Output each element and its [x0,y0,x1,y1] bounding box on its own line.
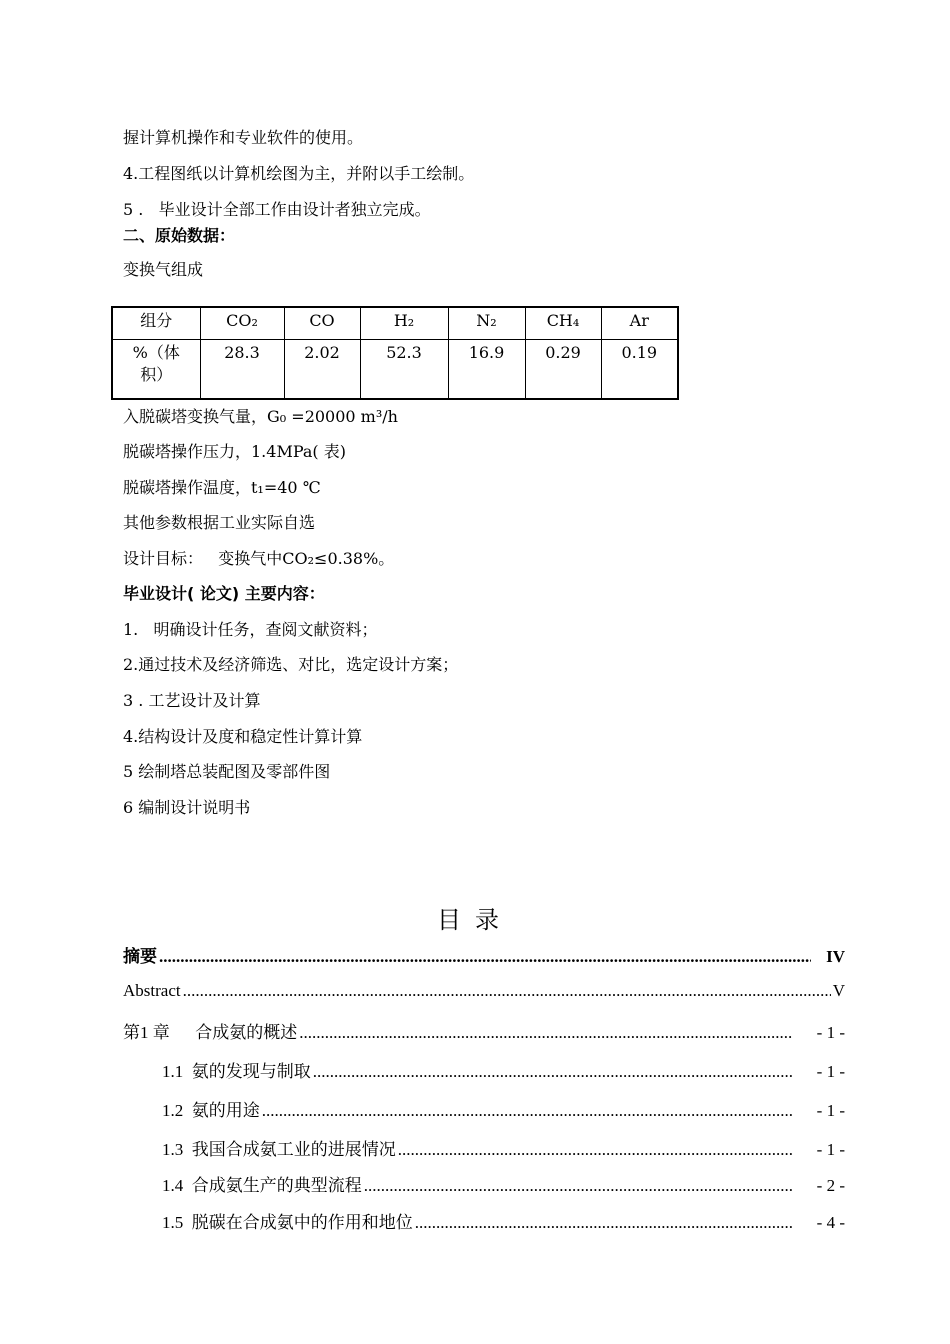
table-cell: 28.3 [200,339,284,399]
toc-leader-dots [262,1101,793,1121]
section-heading: 二、原始数据： [123,226,236,245]
toc-entry[interactable] [162,1057,845,1081]
toc-entry-label: 1.4 合成氨生产的典型流程 [162,1176,362,1195]
toc-entry-label: 摘要 [123,947,157,966]
toc-entry-page: - 2 - [816,1176,845,1195]
toc-entry-label: 1.2 氨的用途 [162,1101,260,1120]
toc-entry[interactable] [123,942,845,966]
toc-entry[interactable] [162,1096,845,1120]
toc-entry-page: IV [826,947,845,966]
toc-leader-dots [415,1213,793,1233]
toc-entry-page: V [832,981,845,1000]
toc-entry[interactable] [162,1208,845,1232]
toc-entry-label: Abstract [123,981,181,1000]
row-label-line: 积） [140,364,173,384]
table-header-cell: CO₂ [200,307,284,339]
body-line: 5 . 毕业设计全部工作由设计者独立完成。 [123,200,431,219]
table-cell: 0.19 [601,339,678,399]
param-line: 设计目标： 变换气中CO₂≤0.38%。 [123,549,395,568]
toc-entry-label: 1.1 氨的发现与制取 [162,1062,311,1081]
toc-title: 目录 [437,906,513,934]
table-cell: 2.02 [284,339,360,399]
content-item: 6 编制设计说明书 [123,798,251,817]
table-header-cell: CH₄ [525,307,601,339]
toc-entry-page: - 1 - [816,1140,845,1159]
toc-entry-page: - 1 - [816,1062,845,1081]
toc-entry-label: 1.5 脱碳在合成氨中的作用和地位 [162,1213,413,1232]
toc-leader-dots [398,1140,793,1160]
toc-entry[interactable] [162,1135,845,1159]
body-line: 变换气组成 [123,260,204,279]
table-header-row [112,307,678,339]
toc-entry-page: - 1 - [816,1023,845,1042]
content-item: 4.结构设计及度和稳定性计算计算 [123,727,363,746]
toc-entry-page: - 4 - [816,1213,845,1232]
table-cell: 52.3 [360,339,448,399]
table-header-cell: CO [284,307,360,339]
body-line: 握计算机操作和专业软件的使用。 [123,128,364,147]
body-line: 4.工程图纸以计算机绘图为主，并附以手工绘制。 [123,164,475,183]
table-row-label [112,339,200,399]
toc-entry[interactable] [123,1018,845,1042]
toc-leader-dots [299,1023,793,1043]
table-cell: 0.29 [525,339,601,399]
param-line: 其他参数根据工业实际自选 [123,513,316,532]
param-line: 脱碳塔操作压力，1.4MPa( 表) [123,442,346,461]
content-item: 1. 明确设计任务，查阅文献资料； [123,620,378,639]
toc-entry-label: 第1 章 合成氨的概述 [123,1023,298,1042]
toc-entry-label: 1.3 我国合成氨工业的进展情况 [162,1140,396,1159]
content-item: 3 . 工艺设计及计算 [123,691,261,710]
toc-entry[interactable] [123,981,845,1005]
content-item: 5 绘制塔总装配图及零部件图 [123,762,331,781]
toc-leader-dots [313,1062,793,1082]
table-row [112,339,678,399]
main-content-heading: 毕业设计( 论文) 主要内容： [123,584,325,603]
toc-leader-dots [159,947,811,967]
table-header-cell: H₂ [360,307,448,339]
param-line: 入脱碳塔变换气量，G₀ =20000 m³/h [123,407,398,426]
composition-table [111,306,679,400]
table-header-cell: Ar [601,307,678,339]
table-cell: 16.9 [448,339,525,399]
toc-entry[interactable] [162,1171,845,1195]
param-line: 脱碳塔操作温度，t₁=40 ℃ [123,478,321,497]
toc-leader-dots [364,1176,793,1196]
table-header-cell: N₂ [448,307,525,339]
toc-leader-dots [183,981,831,1001]
row-label-line: %（体 [132,342,180,362]
table-header-cell: 组分 [112,307,200,339]
content-item: 2.通过技术及经济筛选、对比，选定设计方案； [123,655,459,674]
toc-entry-page: - 1 - [816,1101,845,1120]
